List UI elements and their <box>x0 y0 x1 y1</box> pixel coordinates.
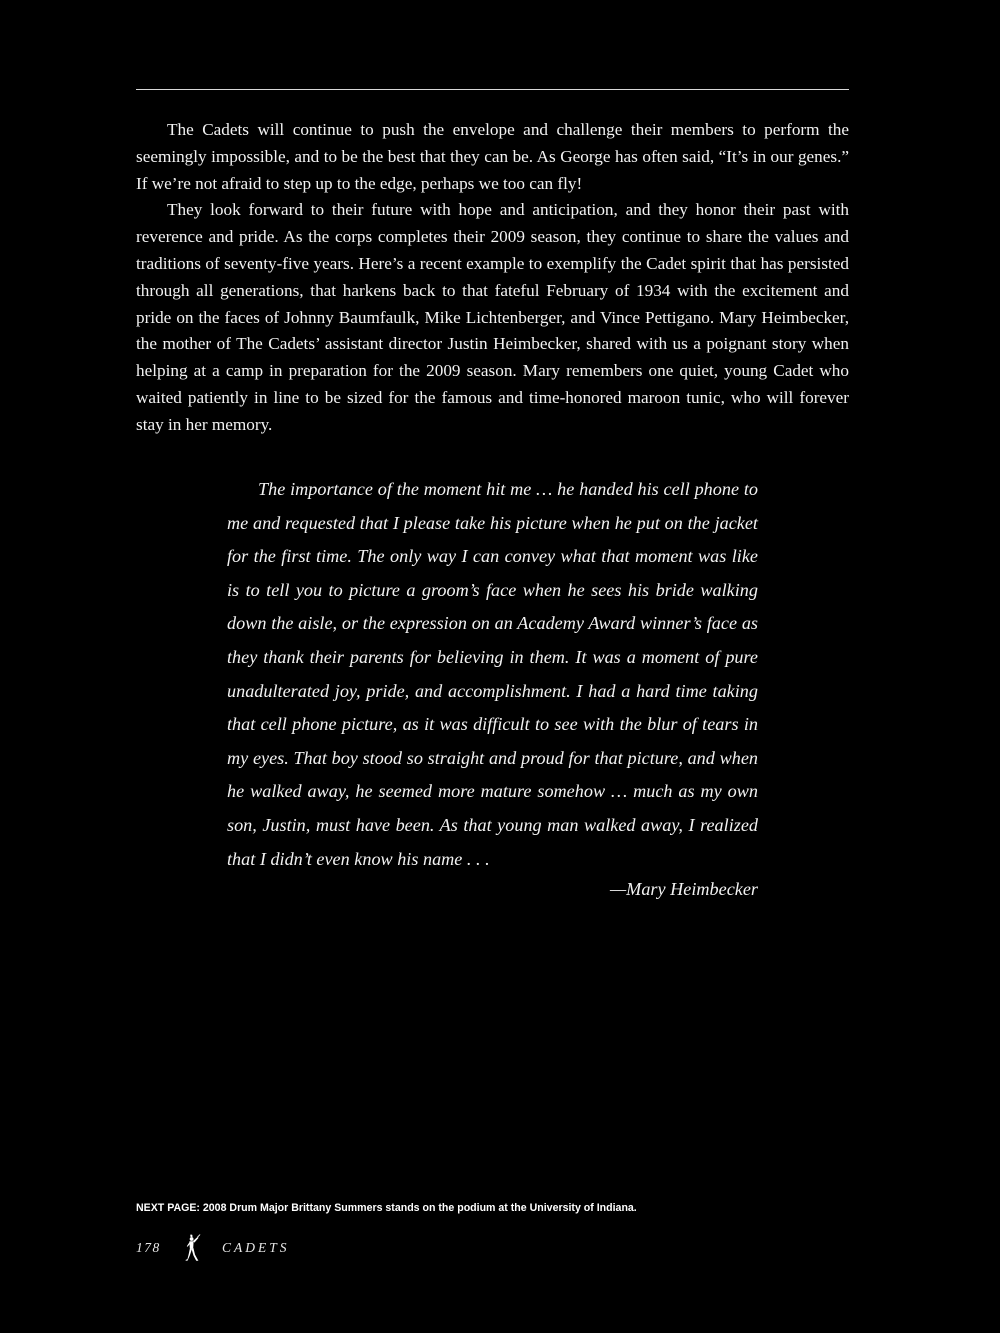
quote-text: The importance of the moment hit me … he handed his cell phone to me and requested that I please take his picture when he put on the jacket for the first time. The only way I can convey what that moment was like is to tell you to picture a groom’s face when he sees his bride walking down the aisle, or the expression on an Academy Award winner’s face as they thank their parents for believing in them. It was a moment of pure unadulterated joy, pride, and accomplishment. I had a hard time taking that cell phone picture, as it was difficult to see with the blur of tears in my eyes. That boy stood so straight and proud for that picture, and when he walked away, he seemed more mature somehow … much as my own son, Justin, must have been. As that young man walked away, I realized that I didn’t even know his name . . . <box>227 479 758 869</box>
page-footer <box>136 1234 290 1262</box>
drum-major-figure-icon <box>180 1234 202 1262</box>
quote-attribution: —Mary Heimbecker <box>610 879 758 899</box>
body-paragraph: The Cadets will continue to push the envelope and challenge their members to perform the seemingly impossible, and to be the best that they can be. As George has often said, “It’s in our genes.” If we’re not afraid to step up to the edge, perhaps we too can fly! <box>136 120 849 193</box>
photo-caption: NEXT PAGE: 2008 Drum Major Brittany Summers stands on the podium at the University of Indiana. <box>136 1202 637 1214</box>
body-text <box>136 117 849 439</box>
body-paragraph: They look forward to their future with hope and anticipation, and they honor their past with reverence and pride. As the corps completes their 2009 season, they continue to share the values and traditions of seventy-five years. Here’s a recent example to exemplify the Cadet spirit that has persisted through all generations, that harkens back to that fateful February of 1934 with the excitement and pride on the faces of Johnny Baumfaulk, Mike Lichtenberger, and Vince Pettigano. Mary Heimbecker, the mother of The Cadets’ assistant director Justin Heimbecker, shared with us a poignant story when helping at a camp in preparation for the 2009 season. Mary remembers one quiet, young Cadet who waited patiently in line to be sized for the famous and time-honored maroon tunic, who will forever stay in her memory. <box>136 200 849 434</box>
top-rule <box>136 89 849 90</box>
block-quote <box>227 473 758 876</box>
page-number: 178 <box>136 1240 161 1255</box>
running-title: CADETS <box>222 1240 290 1255</box>
